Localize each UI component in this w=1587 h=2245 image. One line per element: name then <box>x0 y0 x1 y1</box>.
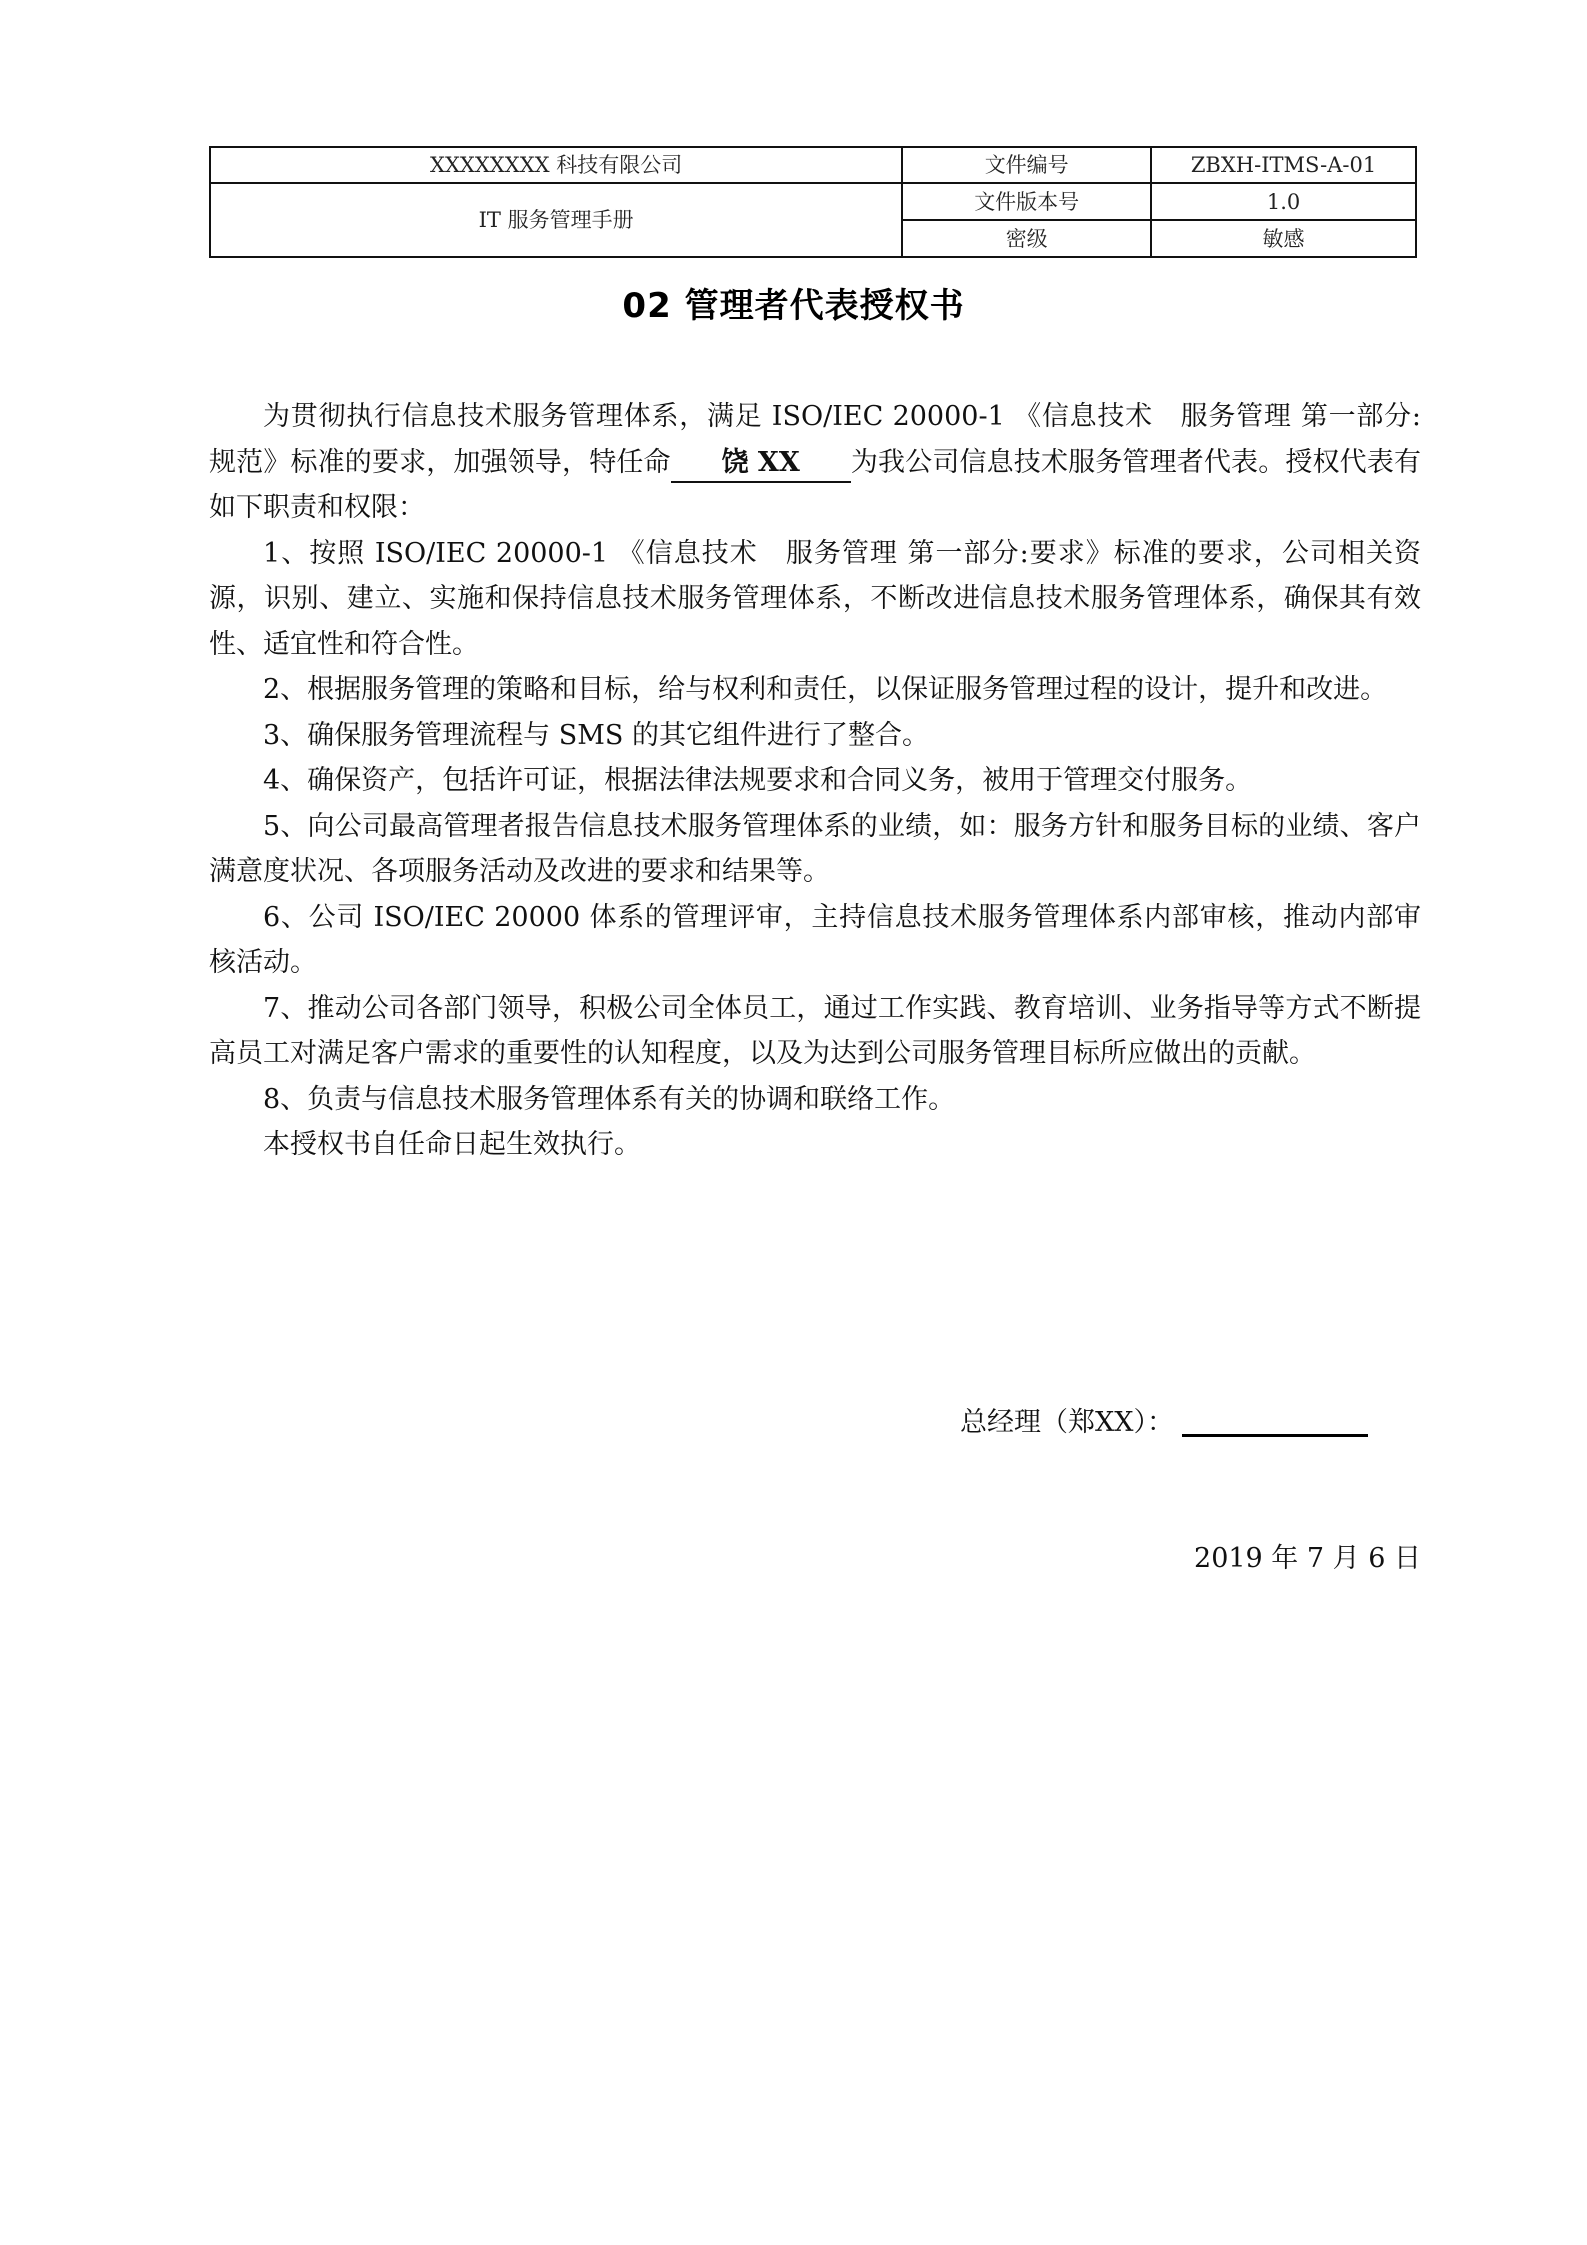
page-title: 02 管理者代表授权书 <box>622 286 965 326</box>
manual-name: IT 服务管理手册 <box>210 183 902 257</box>
version-value: 1.0 <box>1151 183 1416 220</box>
duty-item-2: 2、根据服务管理的策略和目标，给与权利和责任，以保证服务管理过程的设计，提升和改进。 <box>263 674 1388 705</box>
duty-item-6: 6、公司 ISO/IEC 20000 体系的管理评审，主持信息技术服务管理体系内部审核，推动内部审核活动。 <box>209 901 1421 978</box>
duty-item-1: 1、按照 ISO/IEC 20000-1 《信息技术 服务管理 第一部分:要求》标准的要求，公司相关资源，识别、建立、实施和保持信息技术服务管理体系，不断改进信息技术服务管理体系，确保其有效性、适宜性和符合性。 <box>209 537 1421 660</box>
signature-line <box>1182 1404 1368 1437</box>
company-name: XXXXXXXX 科技有限公司 <box>210 147 902 183</box>
duty-item-3: 3、确保服务管理流程与 SMS 的其它组件进行了整合。 <box>263 719 929 751</box>
duty-item-7: 7、推动公司各部门领导，积极公司全体员工，通过工作实践、教育培训、业务指导等方式不断提高员工对满足客户需求的重要性的认知程度，以及为达到公司服务管理目标所应做出的贡献。 <box>209 992 1421 1069</box>
effective-statement: 本授权书自任命日起生效执行。 <box>263 1129 641 1160</box>
classification-label: 密级 <box>902 220 1151 257</box>
intro-paragraph <box>209 394 1421 531</box>
document-header-table <box>209 146 1417 258</box>
doc-number-value: ZBXH-ITMS-A-01 <box>1151 147 1416 183</box>
appointee-name: 饶 XX <box>671 445 851 483</box>
duty-item-5: 5、向公司最高管理者报告信息技术服务管理体系的业绩，如：服务方针和服务目标的业绩、客户满意度状况、各项服务活动及改进的要求和结果等。 <box>209 810 1421 887</box>
signature-block <box>960 1400 1420 1445</box>
classification-value: 敏感 <box>1151 220 1416 257</box>
signature-label: 总经理（郑XX）： <box>960 1407 1174 1438</box>
document-date: 2019 年 7 月 6 日 <box>1194 1543 1421 1574</box>
document-body <box>209 394 1421 1168</box>
intro-text-before: 为贯彻执行信息技术服务管理体系，满足 ISO/IEC 20000-1 《信息技术 服务管理 第一部分:规范》标准的要求，加强领导，特任命 <box>209 401 1421 478</box>
duty-item-8: 8、负责与信息技术服务管理体系有关的协调和联络工作。 <box>263 1083 956 1115</box>
duty-item-4: 4、确保资产，包括许可证，根据法律法规要求和合同义务，被用于管理交付服务。 <box>263 765 1253 796</box>
intro-text-after: 为我公司信息技术服务管理者代表。授权代表有如下职责和权限： <box>209 446 1422 523</box>
doc-number-label: 文件编号 <box>902 147 1151 183</box>
version-label: 文件版本号 <box>902 183 1151 220</box>
